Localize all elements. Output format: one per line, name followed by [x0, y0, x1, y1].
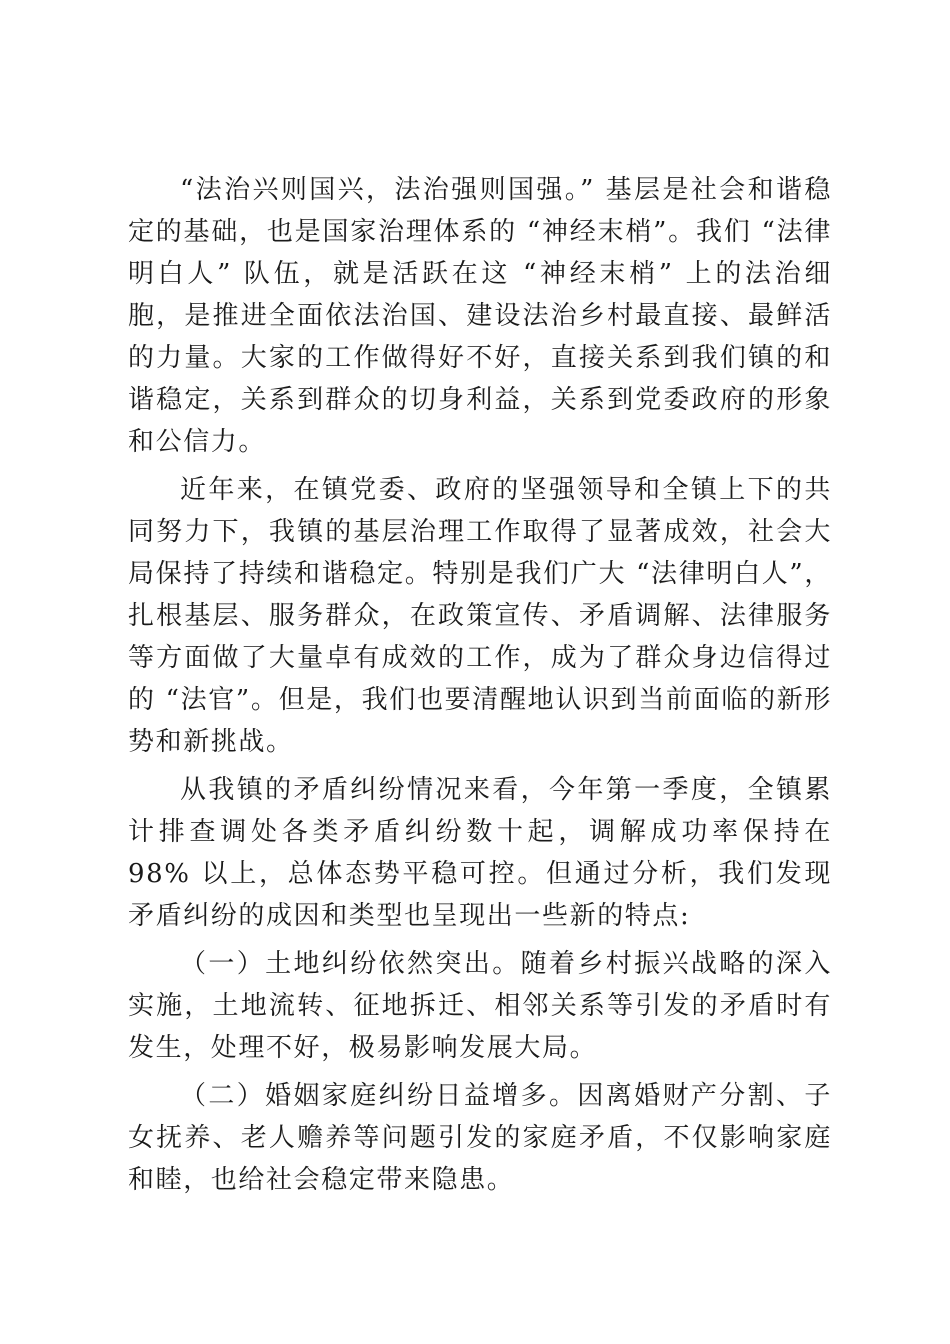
paragraph-land-disputes: （一）土地纠纷依然突出。随着乡村振兴战略的深入实施，土地流转、征地拆迁、相邻关系等引发的矛盾时有发生，处理不好，极易影响发展大局。 [128, 949, 832, 1063]
paragraph-family-disputes: （二）婚姻家庭纠纷日益增多。因离婚财产分割、子女抚养、老人赡养等问题引发的家庭矛盾，不仅影响家庭和睦，也给社会稳定带来隐患。 [128, 1081, 832, 1195]
paragraph-rule-of-law: “法治兴则国兴，法治强则国强。” 基层是社会和谐稳定的基础，也是国家治理体系的 “神经末梢”。我们 “法律明白人” 队伍，就是活跃在这 “神经末梢” 上的法治细胞，是推进全面依法治国、建设法治乡村最直接、最鲜活的力量。大家的工作做得好不好，直接关系到我们镇的和谐稳定，关系到群众的切身利益，关系到党委政府的形象和公信力。 [128, 175, 832, 457]
paragraph-recent-years: 近年来，在镇党委、政府的坚强领导和全镇上下的共同努力下，我镇的基层治理工作取得了显著成效，社会大局保持了持续和谐稳定。特别是我们广大 “法律明白人”，扎根基层、服务群众，在政策宣传、矛盾调解、法律服务等方面做了大量卓有成效的工作，成为了群众身边信得过的 “法官”。但是，我们也要清醒地认识到当前面临的新形势和新挑战。 [128, 475, 832, 757]
paragraph-dispute-situation: 从我镇的矛盾纠纷情况来看，今年第一季度，全镇累计排查调处各类矛盾纠纷数十起，调解成功率保持在 98% 以上，总体态势平稳可控。但通过分析，我们发现矛盾纠纷的成因和类型也呈现出一些新的特点: [128, 775, 832, 931]
document-body [128, 169, 832, 1207]
